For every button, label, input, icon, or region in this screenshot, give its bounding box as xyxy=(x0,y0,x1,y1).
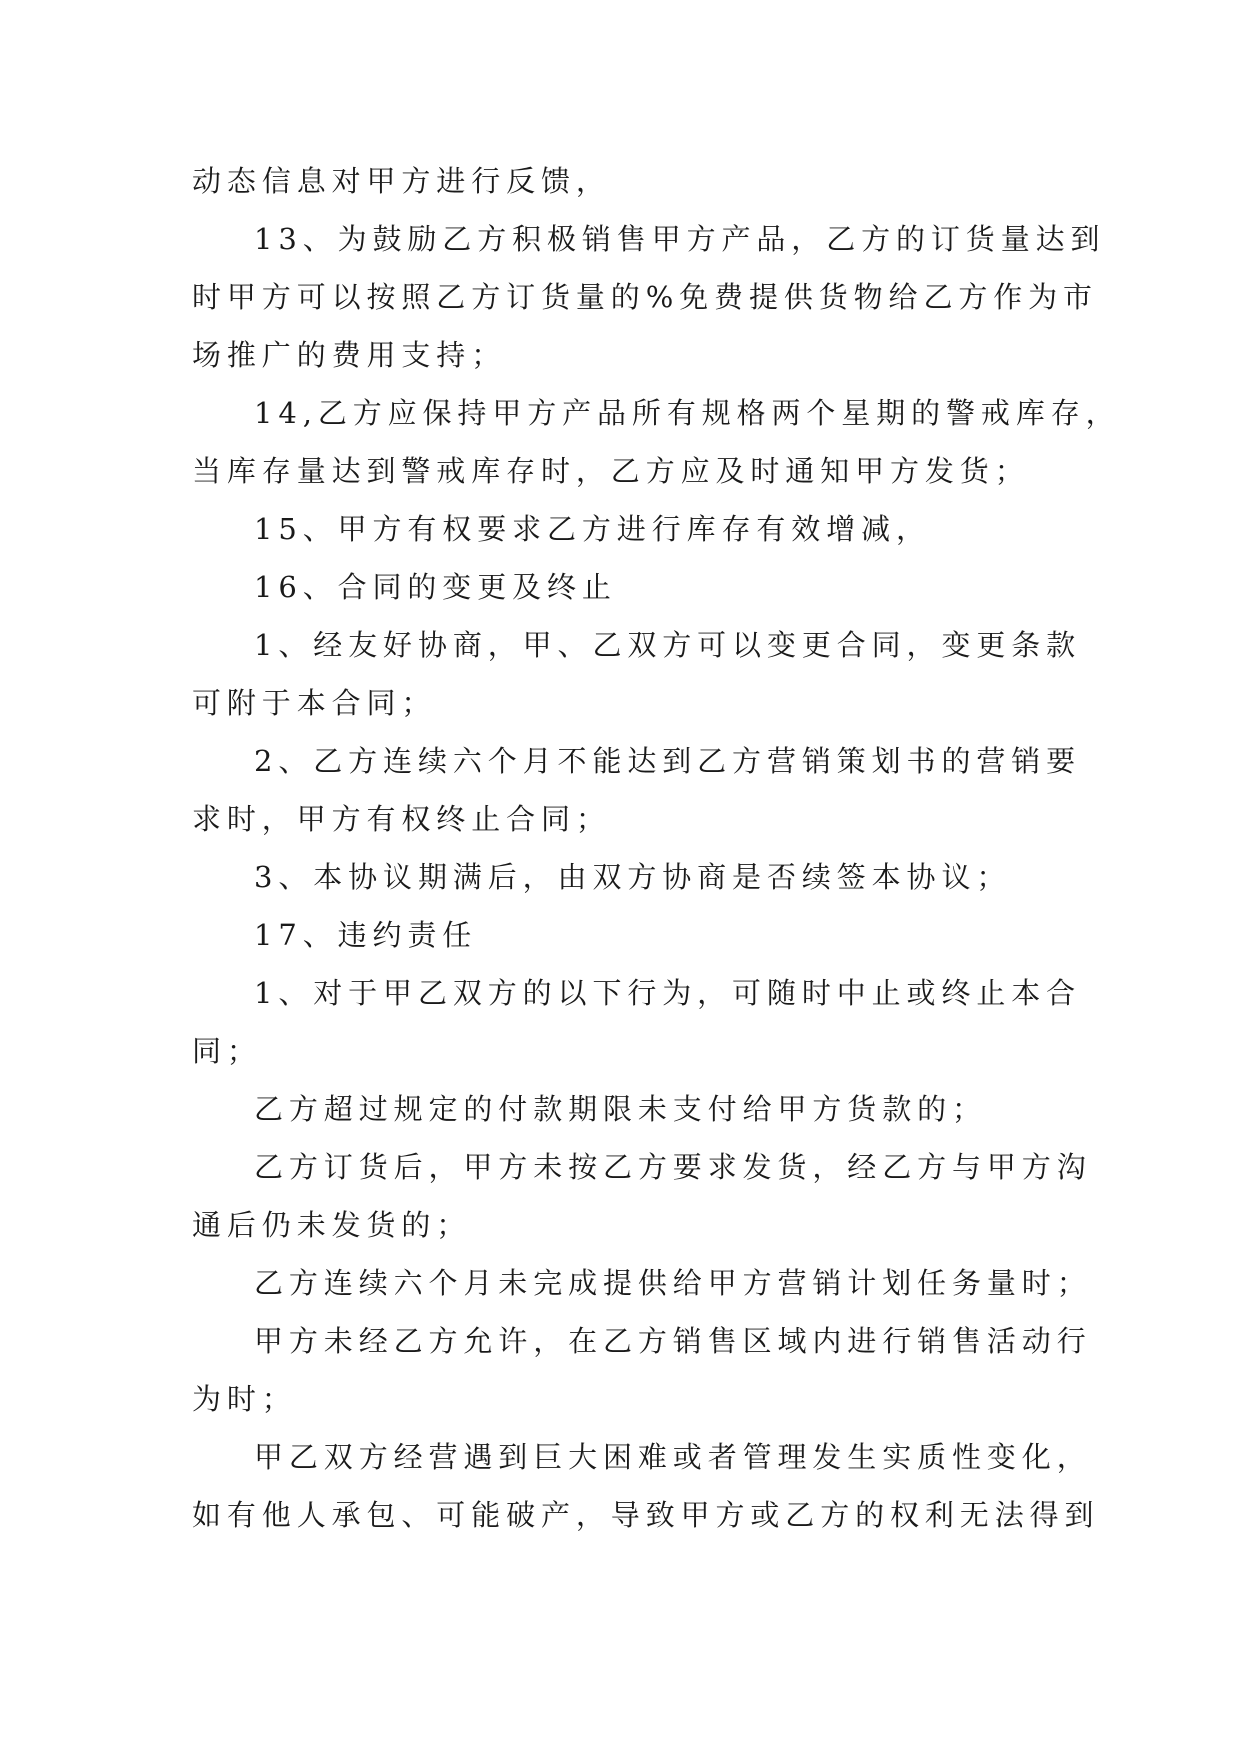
text-line-23: 甲乙双方经营遇到巨大困难或者管理发生实质性变化， xyxy=(254,1440,1092,1474)
text-line-5: 14,乙方应保持甲方产品所有规格两个星期的警戒库存， xyxy=(254,396,1121,430)
text-line-1: 动态信息对甲方进行反馈， xyxy=(192,164,611,198)
section-heading-17: 17、违约责任 xyxy=(254,918,478,952)
text-line-15: 1、对于甲乙双方的以下行为，可随时中止或终止本合 xyxy=(254,976,1082,1010)
text-line-6: 当库存量达到警戒库存时，乙方应及时通知甲方发货； xyxy=(192,454,1030,488)
text-line-16: 同； xyxy=(192,1034,262,1068)
text-line-21: 甲方未经乙方允许，在乙方销售区域内进行销售活动行 xyxy=(254,1324,1092,1358)
text-line-24: 如有他人承包、可能破产，导致甲方或乙方的权利无法得到 xyxy=(192,1498,1100,1532)
text-line-10: 可附于本合同； xyxy=(192,686,437,720)
text-line-13: 3、本协议期满后，由双方协商是否续签本协议； xyxy=(254,860,1012,894)
text-line-22: 为时； xyxy=(192,1382,297,1416)
text-line-18: 乙方订货后，甲方未按乙方要求发货，经乙方与甲方沟 xyxy=(254,1150,1092,1184)
text-line-19: 通后仍未发货的； xyxy=(192,1208,472,1242)
text-line-9: 1、经友好协商，甲、乙双方可以变更合同，变更条款 xyxy=(254,628,1082,662)
document-body xyxy=(192,152,1121,1544)
text-line-11: 2、乙方连续六个月不能达到乙方营销策划书的营销要 xyxy=(254,744,1082,778)
text-line-2: 13、为鼓励乙方积极销售甲方产品，乙方的订货量达到 xyxy=(254,222,1106,256)
text-line-4: 场推广的费用支持； xyxy=(192,338,507,372)
text-line-12: 求时，甲方有权终止合同； xyxy=(192,802,611,836)
text-line-3: 时甲方可以按照乙方订货量的%免费提供货物给乙方作为市 xyxy=(192,280,1098,314)
section-heading-16: 16、合同的变更及终止 xyxy=(254,570,617,604)
text-line-7: 15、甲方有权要求乙方进行库存有效增减， xyxy=(254,512,931,546)
text-line-20: 乙方连续六个月未完成提供给甲方营销计划任务量时； xyxy=(254,1266,1092,1300)
text-line-17: 乙方超过规定的付款期限未支付给甲方货款的； xyxy=(254,1092,987,1126)
